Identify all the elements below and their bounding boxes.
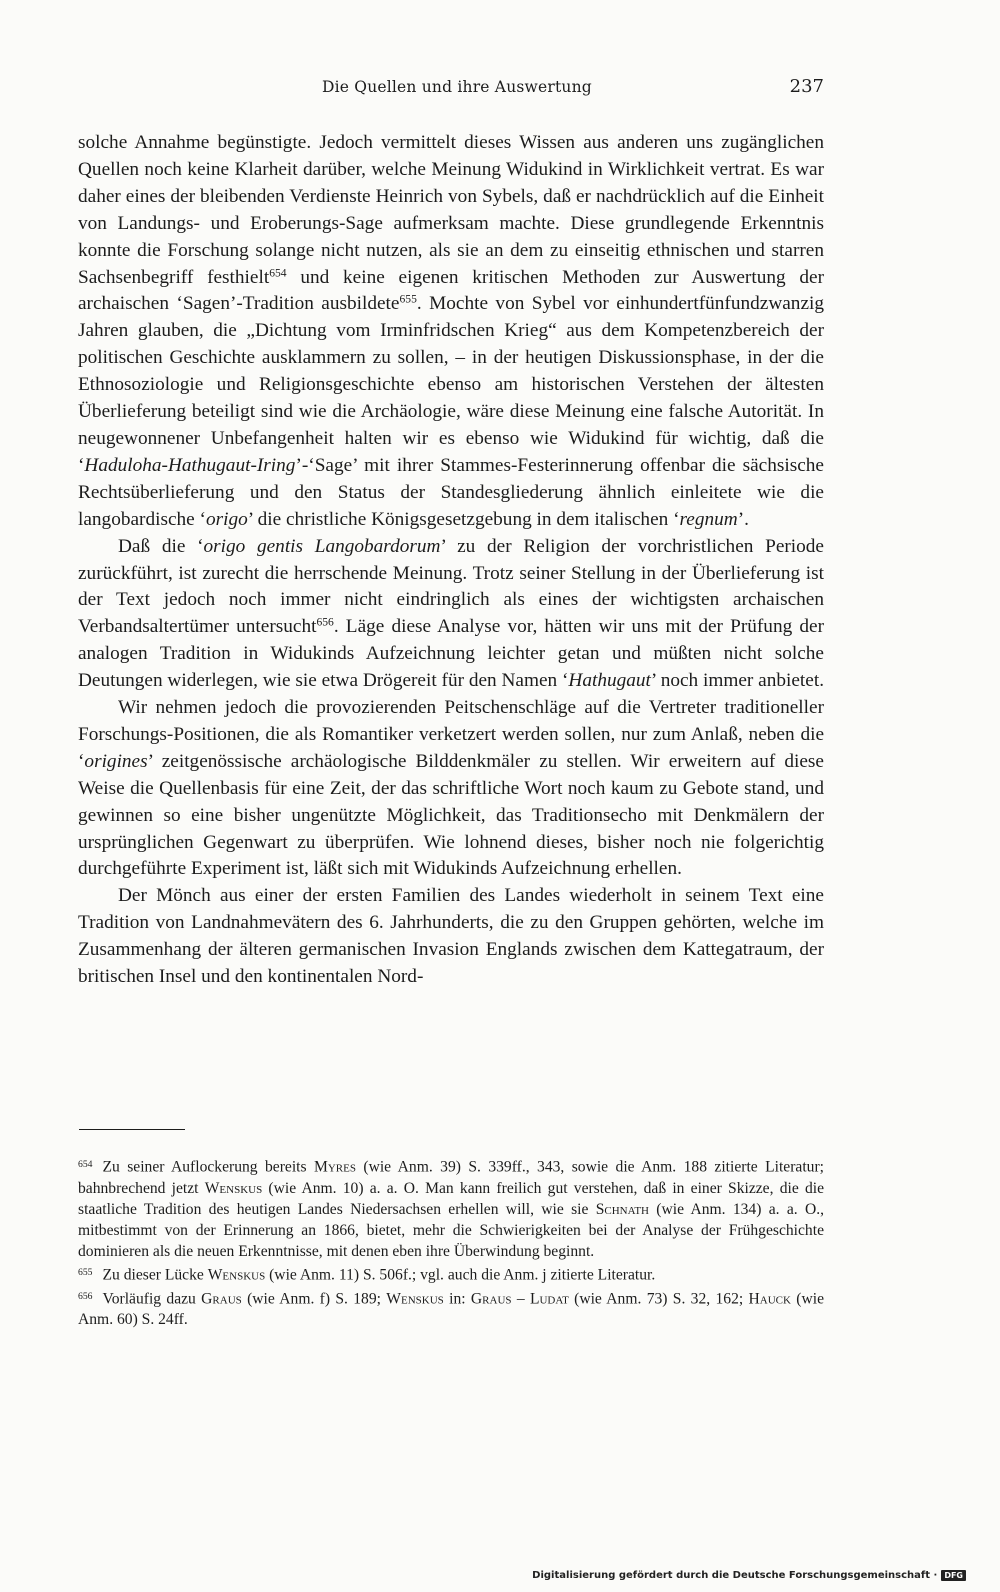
main-text <box>78 130 824 991</box>
paragraph: Wir nehmen jedoch die provozierenden Peitschenschläge auf die Vertreter traditioneller Forschungs-Positionen, die als Romantiker verketzert werden sollen, nur zum Anlaß, neben die ‘origines’ zeitgenössische archäologische Bilddenkmäler zu stellen. Wir erweitern auf diese Weise die Quellenbasis für eine Zeit, der das schriftliche Wort noch kaum zu Gebote stand, und gewinnen so eine bisher ungenützte Möglichkeit, das Traditionsecho mit Denkmälern der ursprünglichen Gegenwart zu überprüfen. Wie lohnend dieses, bisher noch nie folgerichtig durchgeführte Experiment ist, läßt sich mit Widukinds Aufzeichnung erhellen. <box>78 697 824 880</box>
page-number: 237 <box>789 76 824 97</box>
footnote-number: 656 <box>78 1290 93 1302</box>
footnote <box>78 1262 824 1286</box>
footnote-text: Zu seiner Auflockerung bereits Myres (wie Anm. 39) S. 339ff., 343, sowie die Anm. 188 zitierte Literatur; bahnbrechend jetzt Wenskus (wie Anm. 10) a. a. O. Man kann freilich gut verstehen, daß in einer Skizze, die die staatliche Tradition des heutigen Landes Niedersachsen erhellen will, wie sie Schnath (wie Anm. 134) a. a. O., mitbestimmt von der Erinnerung an 1866, bietet, mehr die Schwierigkeiten bei der Analyse der Frühgeschichte dominieren als die neuen Erkenntnisse, mit denen eben ihre Überwindung beginnt. <box>78 1158 825 1261</box>
footnote-divider <box>79 1129 185 1130</box>
paragraph: Daß die ‘origo gentis Langobardorum’ zu der Religion der vorchristlichen Periode zurückführt, ist zurecht die herrschende Meinung. Trotz seiner Stellung in der Überlieferung ist der Text jedoch noch immer nicht eindringlich als eines der wichtigsten archaischen Verbandsaltertümer untersucht$^{656}$. Läge diese Analyse vor, hätten wir uns mit der Prüfung der analogen Tradition in Widukinds Aufzeichnung leichter getan und müßten nicht solche Deutungen widerlegen, wie sie etwa Drögereit für den Namen ‘Hathugaut’ noch immer anbietet. <box>78 535 825 692</box>
dfg-logo: DFG <box>941 1570 966 1581</box>
footnote-number: 654 <box>78 1159 93 1170</box>
footnote <box>78 1286 824 1331</box>
footnotes <box>78 1154 824 1331</box>
paragraph: Der Mönch aus einer der ersten Familien des Landes wiederholt in seinem Text eine Tradition von Landnahmevätern des 6. Jahrhunderts, die zu den Gruppen gehörten, welche im Zusammenhang der älteren germanischen Invasion Englands zwischen dem Kattegatraum, der britischen Insel und den kontinentalen Nord- <box>78 885 824 988</box>
footnote <box>78 1154 824 1262</box>
paragraph: solche Annahme begünstigte. Jedoch vermittelt dieses Wissen aus anderen uns zugänglichen Quellen noch keine Klarheit darüber, welche Meinung Widukind in Wirklichkeit vertrat. Es war daher eines der bleibenden Verdienste Heinrich von Sybels, daß er nachdrücklich auf die Einheit von Landungs- und Eroberungs-Sage aufmerksam machte. Diese grundlegende Erkenntnis konnte die Forschung solange nicht nutzen, als sie an dem zu einseitig ethnischen und starren Sachsenbegriff festhielt$^{654}$ und keine eigenen kritischen Methoden zur Auswertung der archaischen ‘Sagen’-Tradition ausbildete$^{655}$. Mochte von Sybel vor einhundertfünfundzwanzig Jahren glauben, die „Dichtung vom Irminfridschen Krieg“ aus dem Kompetenzbereich der politischen Geschichte ausklammern zu sollen, – in der heutigen Diskussionsphase, in der die Ethnosoziologie und Religionsgeschichte ebenso am historischen Verstehen der ältesten Überlieferung beteiligt sind wie die Archäologie, wäre diese Meinung eine falsche Autorität. In neugewonnener Unbefangenheit halten wir es ebenso wie Widukind für wichtig, daß die ‘Haduloha-Hathugaut-Iring’-‘Sage’ mit ihrer Stammes-Festerinnerung offenbar die sächsische Rechtsüberlieferung und den Status der Standesgliederung ähnlich einleitete wie die langobardische ‘origo’ die christliche Königsgesetzgebung in dem italischen ‘regnum’. <box>78 132 825 530</box>
running-head-title: Die Quellen und ihre Auswertung <box>322 78 592 96</box>
running-head <box>78 76 824 104</box>
footnote-text: Zu dieser Lücke Wenskus (wie Anm. 11) S. 506f.; vgl. auch die Anm. j zitierte Literatur. <box>102 1266 656 1284</box>
digitization-credit <box>532 1566 966 1584</box>
footnote-number: 655 <box>78 1267 93 1279</box>
footnote-text: Vorläufig dazu Graus (wie Anm. f) S. 189; Wenskus in: Graus – Ludat (wie Anm. 73) S. 32, 162; Hauck (wie Anm. 60) S. 24ff. <box>78 1290 824 1329</box>
credit-text: Digitalisierung gefördert durch die Deutsche Forschungsgemeinschaft · <box>532 1569 938 1581</box>
